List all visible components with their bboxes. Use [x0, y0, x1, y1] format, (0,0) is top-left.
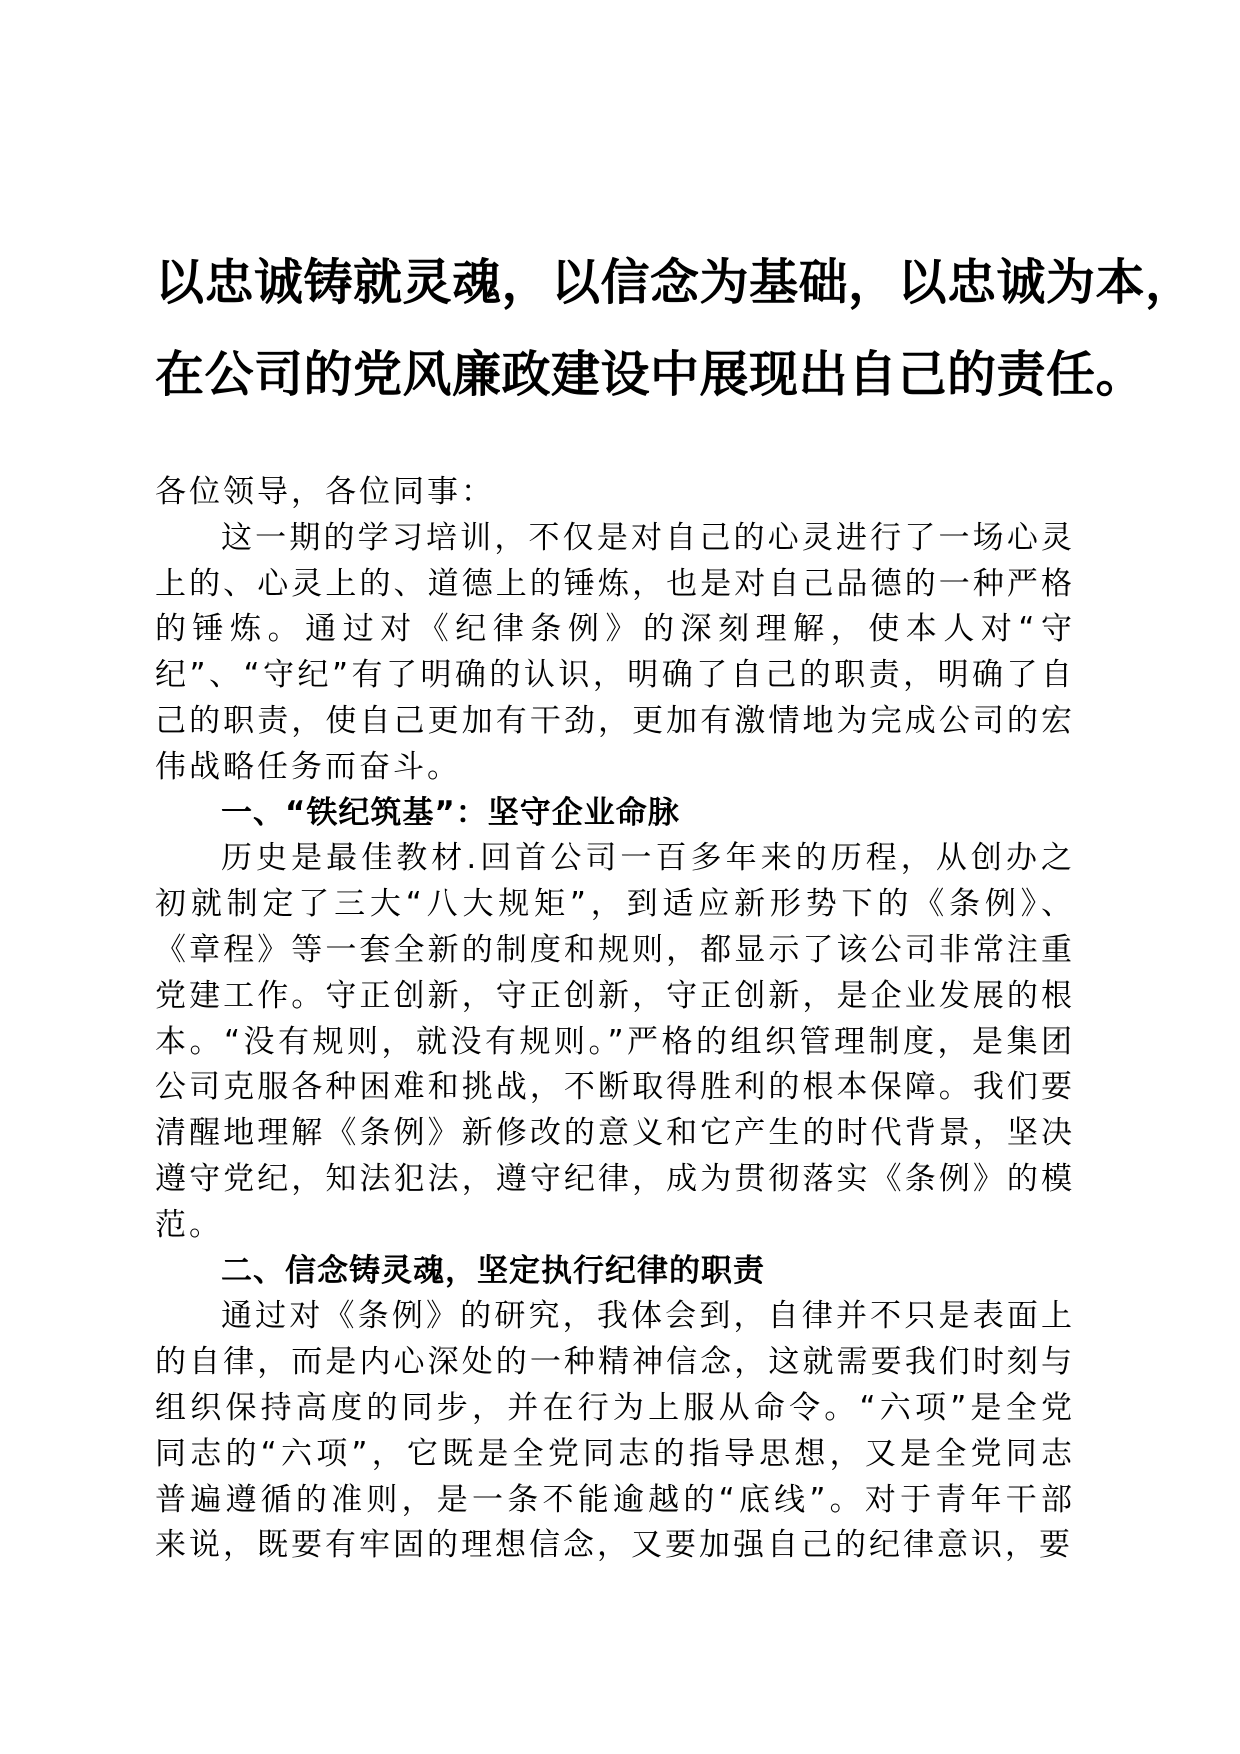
title-line-2: 在公司的党风廉政建设中展现出自己的责任。 [155, 345, 1146, 403]
paragraph-2: 历史是最佳教材.回首公司一百多年来的历程，从创办之初就制定了三大“八大规矩”，到适应新形势下的《条例》、《章程》等一套全新的制度和规则，都显示了该公司非常注重党建工作。守正创新，守正创新，守正创新，是企业发展的根本。“没有规则，就没有规则。”严格的组织管理制度，是集团公司克服各种困难和挑战，不断取得胜利的根本保障。我们要清醒地理解《条例》新修改的意义和它产生的时代背景，坚决遵守党纪，知法犯法，遵守纪律，成为贯彻落实《条例》的模范。 [155, 840, 1075, 1243]
title-line-1: 以忠诚铸就灵魂，以信念为基础，以忠诚为本， [155, 253, 1195, 311]
salutation: 各位领导，各位同事： [155, 474, 495, 510]
document-body [155, 470, 1075, 1569]
document-title [155, 236, 1195, 420]
paragraph-1: 这一期的学习培训，不仅是对自己的心灵进行了一场心灵上的、心灵上的、道德上的锤炼，也是对自己品德的一种严格的锤炼。通过对《纪律条例》的深刻理解，使本人对“守纪”、“守纪”有了明确的认识，明确了自己的职责，明确了自己的职责，使自己更加有干劲，更加有激情地为完成公司的宏伟战略任务而奋斗。 [155, 519, 1075, 785]
section-heading-2: 二、信念铸灵魂，坚定执行纪律的职责 [221, 1252, 765, 1289]
section-heading-1: 一、“铁纪筑基”：坚守企业命脉 [221, 794, 680, 831]
paragraph-3: 通过对《条例》的研究，我体会到，自律并不只是表面上的自律，而是内心深处的一种精神信念，这就需要我们时刻与组织保持高度的同步，并在行为上服从命令。“六项”是全党同志的“六项”，它既是全党同志的指导思想，又是全党同志普遍遵循的准则，是一条不能逾越的“底线”。对于青年干部来说，既要有牢固的理想信念，又要加强自己的纪律意识，要 [155, 1298, 1075, 1564]
